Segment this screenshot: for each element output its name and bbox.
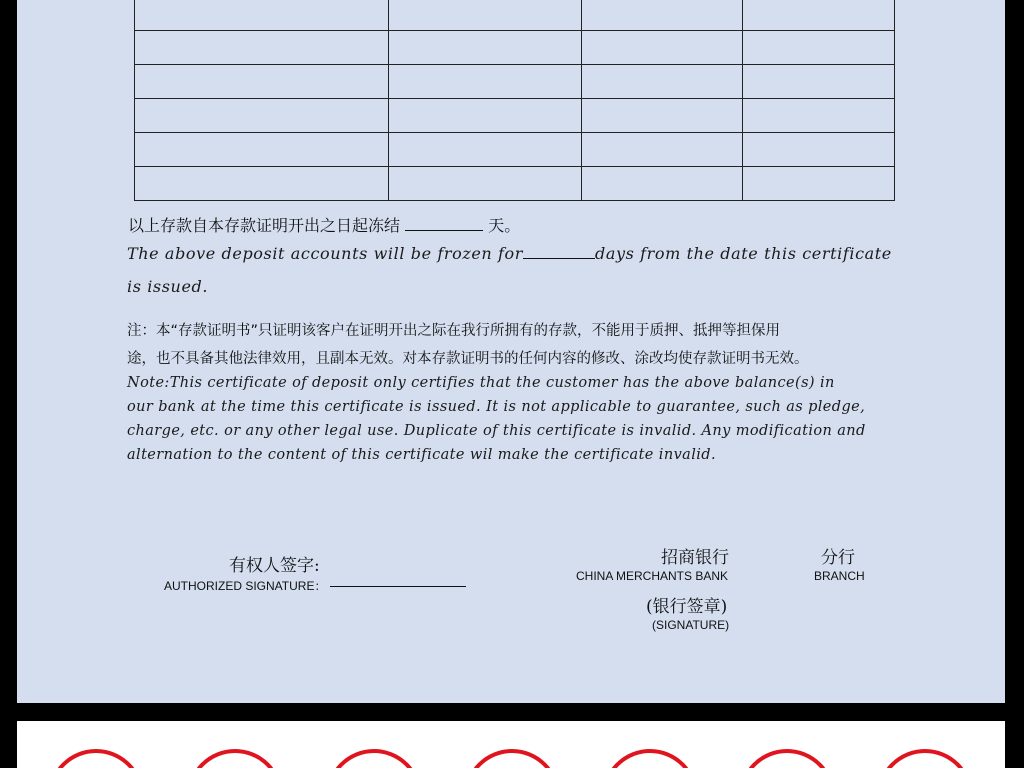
bank-seal-stamp	[877, 749, 973, 768]
authorized-signature-label-en	[164, 577, 466, 594]
branch-label-en: BRANCH	[814, 569, 865, 583]
authorized-signature-text: AUTHORIZED SIGNATURE：	[164, 579, 327, 593]
table-cell	[389, 99, 582, 133]
bank-seal-stamp	[739, 749, 835, 768]
bank-name-cn: 招商银行	[661, 548, 729, 568]
table-cell	[135, 133, 389, 167]
bank-name-en: CHINA MERCHANTS BANK	[576, 569, 729, 583]
table-cell	[389, 31, 582, 65]
table-cell	[389, 133, 582, 167]
frozen-clause-cn	[128, 213, 520, 236]
table-cell	[135, 65, 389, 99]
table-cell	[389, 65, 582, 99]
table-cell	[135, 99, 389, 133]
table-cell	[389, 167, 582, 201]
frozen-days-blank	[405, 230, 483, 231]
bank-seal-stamp	[326, 749, 422, 768]
authorized-signature-line	[330, 586, 466, 587]
seal-samples-strip	[17, 721, 1005, 768]
bank-seal-stamp	[48, 749, 144, 768]
note-cn-line2: 途，也不具备其他法律效用，且副本无效。对本存款证明书的任何内容的修改、涂改均使存款证明书无效。	[127, 351, 809, 367]
frozen-clause-cn-prefix: 以上存款自本存款证明开出之日起冻结	[128, 216, 401, 235]
table-cell	[582, 0, 743, 31]
table-cell	[582, 31, 743, 65]
frozen-clause-cn-suffix: 天。	[488, 216, 521, 235]
table-cell	[135, 31, 389, 65]
frozen-clause-en-suffix: days from the date this certificate	[595, 244, 892, 263]
table-cell	[389, 0, 582, 31]
bank-seal-stamp	[187, 749, 283, 768]
table-cell	[135, 0, 389, 31]
frozen-clause-en-prefix: The above deposit accounts will be frozen for	[127, 244, 524, 263]
table-row	[135, 0, 895, 31]
table-cell	[743, 65, 895, 99]
table-cell	[743, 31, 895, 65]
bank-seal-label-cn: (银行签章)	[646, 597, 728, 617]
branch-label-cn: 分行	[821, 548, 855, 568]
bank-seal-label-en: (SIGNATURE)	[652, 618, 730, 632]
table-row	[135, 31, 895, 65]
table-cell	[743, 167, 895, 201]
table-cell	[135, 167, 389, 201]
deposit-certificate	[17, 0, 1005, 703]
frozen-clause-en-line2: is issued.	[127, 277, 209, 296]
table-row	[135, 65, 895, 99]
table-row	[135, 167, 895, 201]
table-cell	[743, 0, 895, 31]
deposit-table	[134, 0, 895, 201]
table-cell	[582, 99, 743, 133]
bank-seal-stamp	[602, 749, 698, 768]
note-en-line4: alternation to the content of this certificate wil make the certificate invalid.	[127, 447, 716, 463]
authorized-signature-label-cn: 有权人签字:	[229, 556, 320, 576]
frozen-days-blank-en	[523, 258, 595, 259]
note-cn-line1: 注：本“存款证明书”只证明该客户在证明开出之际在我行所拥有的存款，不能用于质押、抵押等担保用	[127, 323, 781, 339]
note-en-line1: Note:This certificate of deposit only certifies that the customer has the above balance(s) in	[127, 375, 835, 391]
table-cell	[582, 167, 743, 201]
note-en-line2: our bank at the time this certificate is issued. It is not applicable to guarantee, such as pledge,	[127, 399, 866, 415]
table-cell	[743, 133, 895, 167]
table-row	[135, 133, 895, 167]
bank-seal-stamp	[464, 749, 560, 768]
note-en-line3: charge, etc. or any other legal use. Duplicate of this certificate is invalid. Any modification and	[127, 423, 866, 439]
table-cell	[582, 133, 743, 167]
frozen-clause-en	[127, 244, 892, 263]
table-cell	[582, 65, 743, 99]
table-row	[135, 99, 895, 133]
table-cell	[743, 99, 895, 133]
